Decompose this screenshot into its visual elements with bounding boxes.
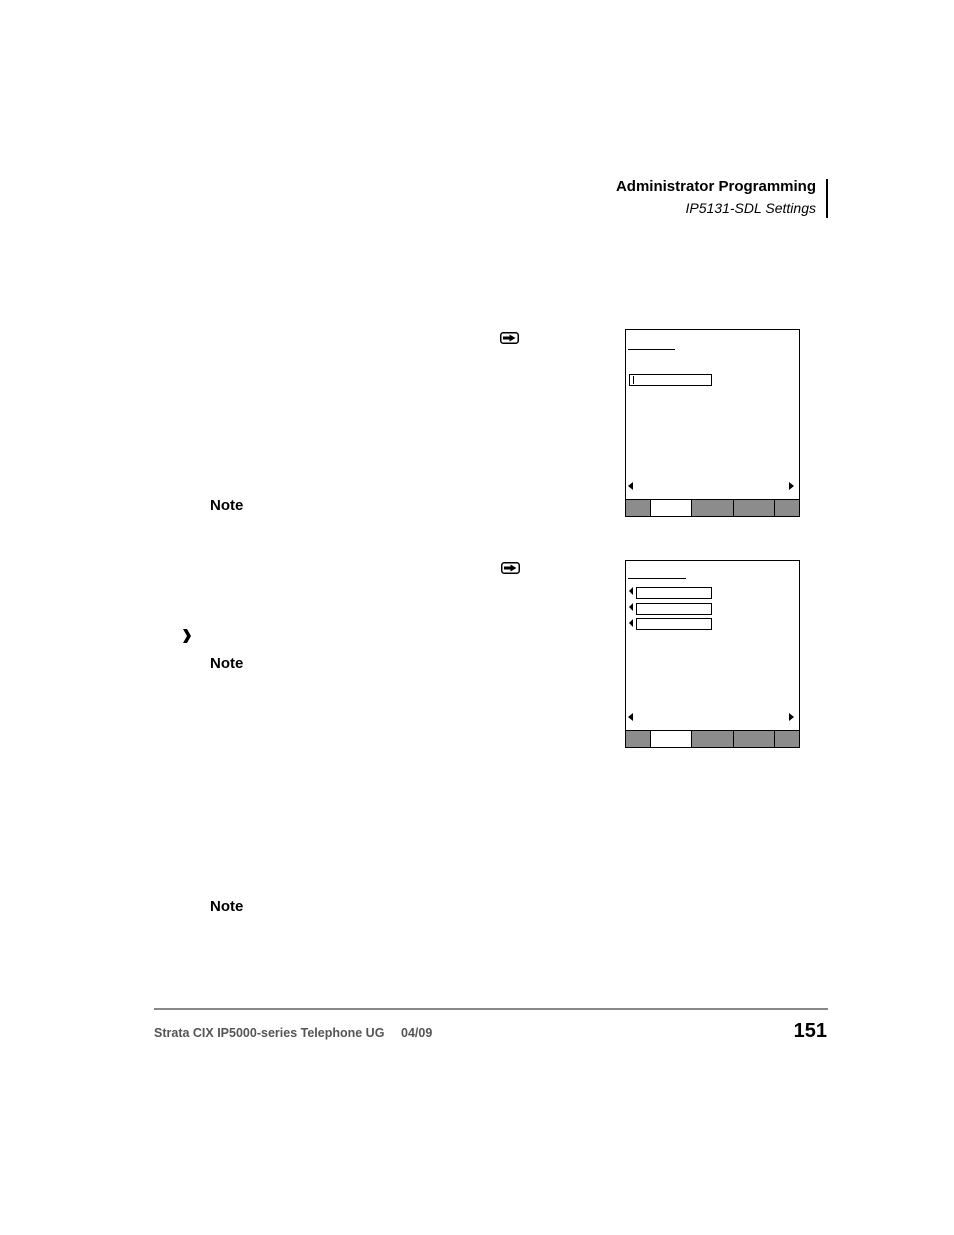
lcd-screen xyxy=(625,560,800,748)
note-label: Note xyxy=(210,655,244,672)
note-label: Note xyxy=(210,497,244,514)
softkey-5[interactable] xyxy=(775,731,799,747)
option-pointer-icon xyxy=(629,619,633,627)
note-label: Note xyxy=(210,898,244,915)
text-cursor xyxy=(633,376,634,384)
softkey-4[interactable] xyxy=(734,731,775,747)
softkey-2[interactable] xyxy=(651,731,692,747)
softkey-1[interactable] xyxy=(626,500,651,516)
right-arrow-icon xyxy=(500,332,519,344)
document-date: 04/09 xyxy=(401,1026,433,1040)
option-field[interactable] xyxy=(636,587,712,599)
page-number: 151 xyxy=(793,1020,827,1042)
section-subtitle: IP5131-SDL Settings xyxy=(685,200,816,216)
option-pointer-icon xyxy=(629,587,633,595)
option-field[interactable] xyxy=(636,603,712,615)
right-arrow-icon xyxy=(501,562,520,574)
softkey-bar xyxy=(626,730,799,747)
lcd-screen xyxy=(625,329,800,517)
section-title: Administrator Programming xyxy=(615,178,816,195)
softkey-1[interactable] xyxy=(626,731,651,747)
softkey-3[interactable] xyxy=(692,731,734,747)
text-input-field[interactable] xyxy=(629,374,712,386)
softkey-5[interactable] xyxy=(775,500,799,516)
footer-divider xyxy=(154,1008,828,1010)
option-pointer-icon xyxy=(629,603,633,611)
scroll-right-icon[interactable] xyxy=(789,482,794,490)
softkey-3[interactable] xyxy=(692,500,734,516)
scroll-left-icon[interactable] xyxy=(628,713,633,721)
scroll-left-icon[interactable] xyxy=(628,482,633,490)
softkey-bar xyxy=(626,499,799,516)
document-title: Strata CIX IP5000-series Telephone UG xyxy=(154,1026,385,1040)
softkey-4[interactable] xyxy=(734,500,775,516)
screen-heading-underline xyxy=(628,578,686,579)
option-field[interactable] xyxy=(636,618,712,630)
softkey-2[interactable] xyxy=(651,500,692,516)
chevron-right-icon xyxy=(182,628,192,644)
screen-heading-underline xyxy=(628,349,675,350)
header-divider xyxy=(826,179,828,218)
scroll-right-icon[interactable] xyxy=(789,713,794,721)
